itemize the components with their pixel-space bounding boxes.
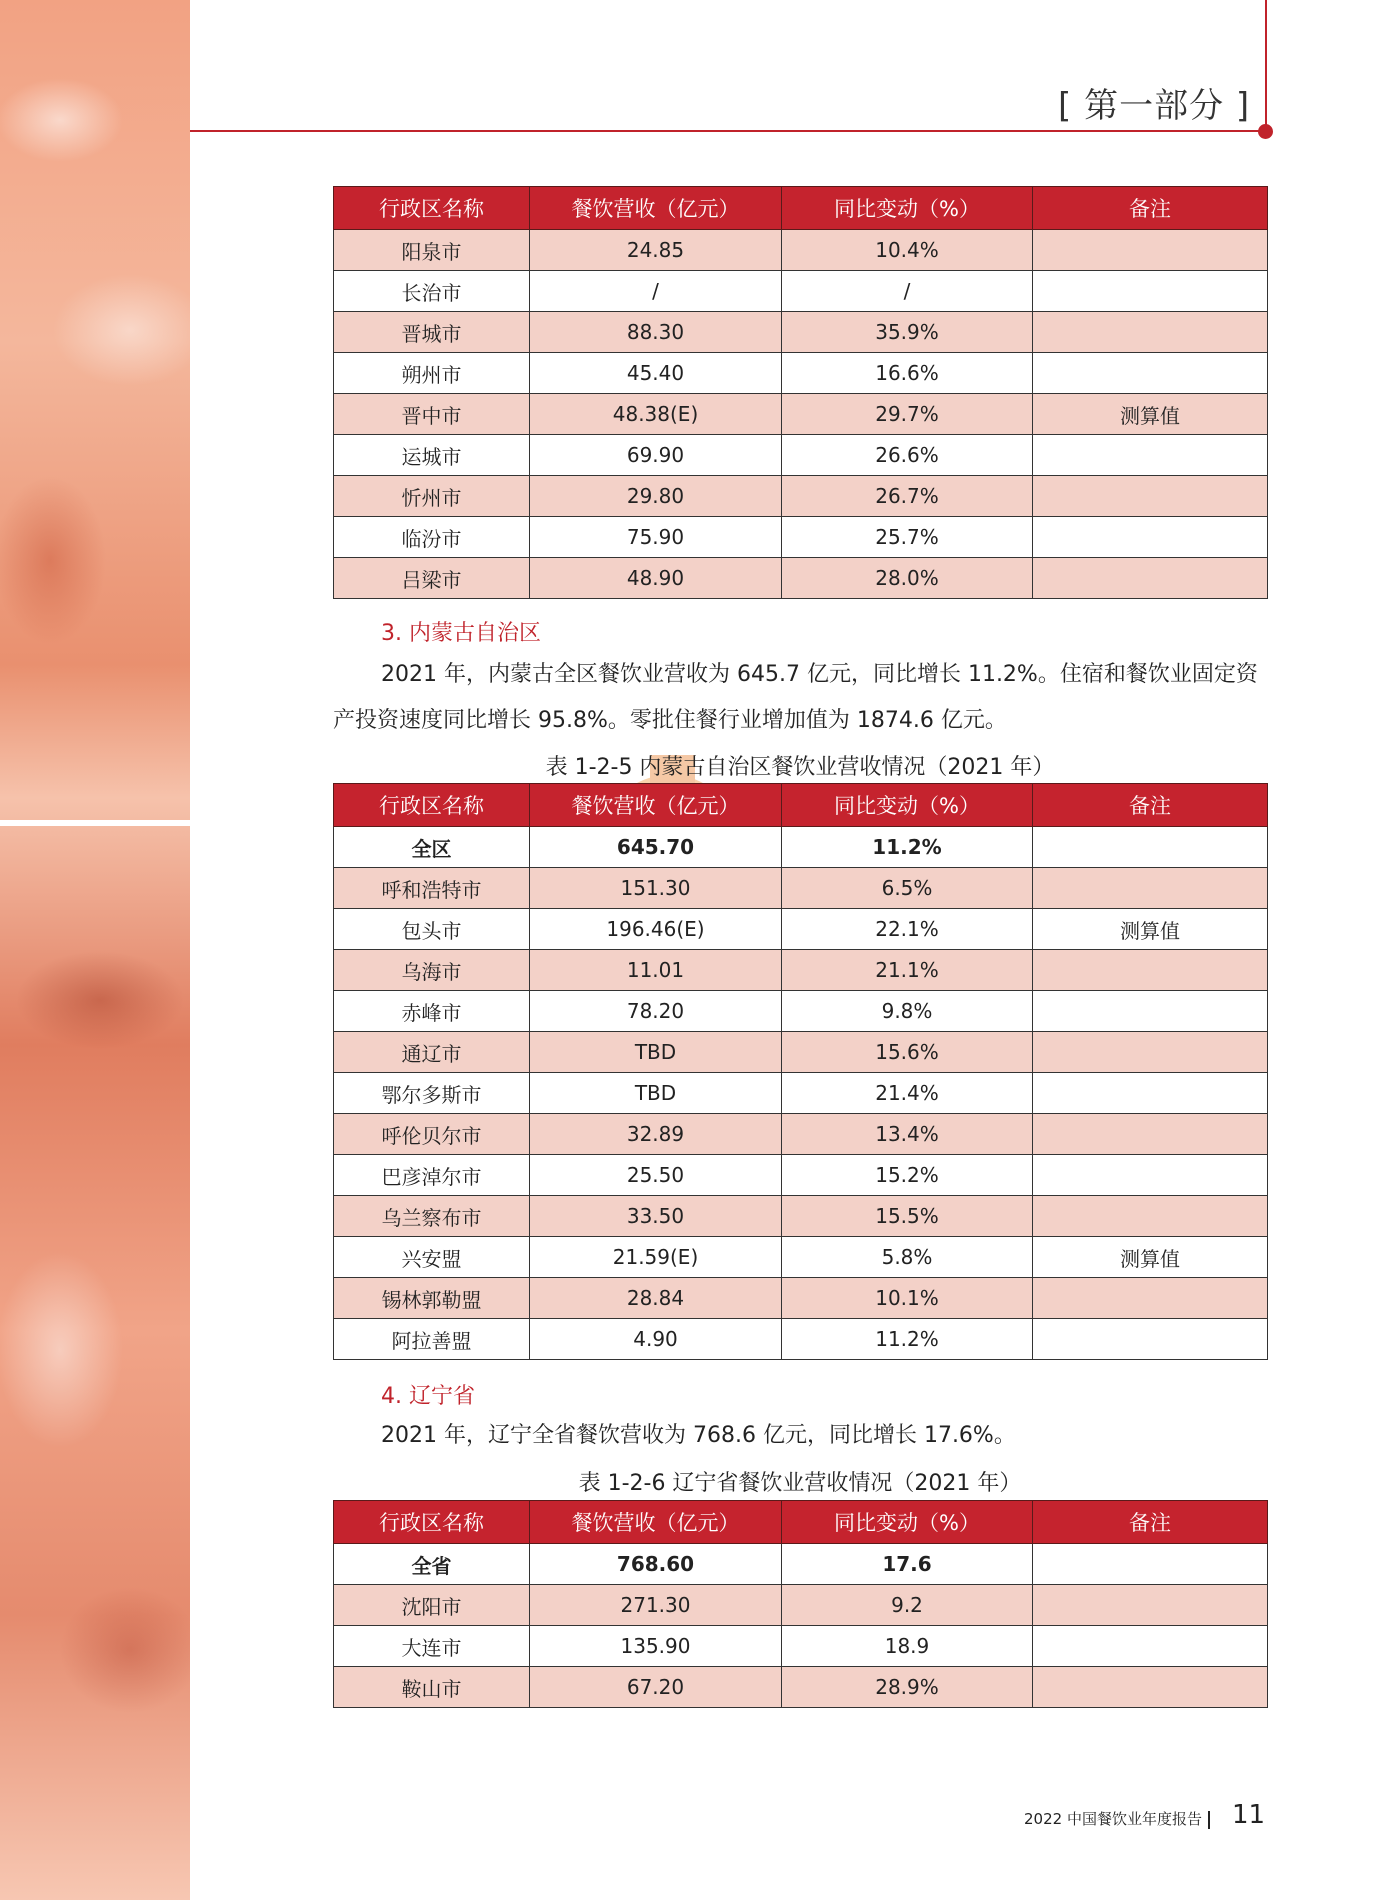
region-name-cell: 兴安盟 [334,1237,530,1278]
remark-cell [1033,1278,1268,1319]
yoy-change-cell: 35.9% [782,312,1033,353]
yoy-change-cell: 10.4% [782,230,1033,271]
region-name-cell: 鄂尔多斯市 [334,1073,530,1114]
region-name-cell: 包头市 [334,909,530,950]
table-caption: 表 1-2-5 内蒙古自治区餐饮业营收情况（2021 年） [545,755,1055,780]
revenue-cell: 45.40 [530,353,782,394]
remark-cell [1033,827,1268,868]
revenue-cell: 69.90 [530,435,782,476]
yoy-change-cell: 16.6% [782,353,1033,394]
revenue-cell: TBD [530,1032,782,1073]
yoy-change-cell: 13.4% [782,1114,1033,1155]
shanxi-revenue-table [333,186,1268,599]
remark-cell [1033,868,1268,909]
remark-cell [1033,517,1268,558]
remark-cell [1033,1196,1268,1237]
table-row [334,1667,1268,1708]
yoy-change-cell: 6.5% [782,868,1033,909]
remark-cell [1033,1667,1268,1708]
column-header: 同比变动（%） [782,784,1033,827]
region-name-cell: 运城市 [334,435,530,476]
yoy-change-cell: 21.4% [782,1073,1033,1114]
region-name-cell: 吕梁市 [334,558,530,599]
revenue-cell: 48.90 [530,558,782,599]
table-row [334,991,1268,1032]
revenue-cell: TBD [530,1073,782,1114]
remark-cell [1033,312,1268,353]
table-row [334,271,1268,312]
yoy-change-cell: 17.6 [782,1544,1033,1585]
column-header: 同比变动（%） [782,1501,1033,1544]
section-tag: [ 第一部分 ] [1058,86,1251,126]
column-header: 备注 [1033,784,1268,827]
yoy-change-cell: 9.2 [782,1585,1033,1626]
inner-mongolia-revenue-table [333,783,1268,1360]
table-row [334,950,1268,991]
region-name-cell: 呼伦贝尔市 [334,1114,530,1155]
column-header: 备注 [1033,1501,1268,1544]
table-header-row [334,784,1268,827]
yoy-change-cell: 26.6% [782,435,1033,476]
region-name-cell: 乌兰察布市 [334,1196,530,1237]
yoy-change-cell: 29.7% [782,394,1033,435]
yoy-change-cell: 5.8% [782,1237,1033,1278]
yoy-change-cell: 21.1% [782,950,1033,991]
footer-report-title: 2022 中国餐饮业年度报告 [1024,1810,1202,1828]
table-row [334,909,1268,950]
region-name-cell: 大连市 [334,1626,530,1667]
table-row [334,1073,1268,1114]
yoy-change-cell: 25.7% [782,517,1033,558]
column-header: 同比变动（%） [782,187,1033,230]
remark-cell [1033,1585,1268,1626]
yoy-change-cell: 22.1% [782,909,1033,950]
table-header-row [334,187,1268,230]
table-row [334,868,1268,909]
remark-cell [1033,1319,1268,1360]
remark-cell [1033,1626,1268,1667]
header-horizontal-rule [190,130,1267,132]
region-name-cell: 晋中市 [334,394,530,435]
revenue-cell: 67.20 [530,1667,782,1708]
table-row [334,312,1268,353]
remark-cell: 测算值 [1033,394,1268,435]
table-row [334,1155,1268,1196]
yoy-change-cell: 28.9% [782,1667,1033,1708]
table-row [334,827,1268,868]
table-row [334,1585,1268,1626]
region-name-cell: 阿拉善盟 [334,1319,530,1360]
table-row [334,517,1268,558]
revenue-cell: 24.85 [530,230,782,271]
table-row [334,230,1268,271]
remark-cell [1033,435,1268,476]
column-header: 餐饮营收（亿元） [530,187,782,230]
footer-separator [1208,1811,1210,1829]
region-name-cell: 阳泉市 [334,230,530,271]
column-header: 备注 [1033,187,1268,230]
table-row [334,476,1268,517]
yoy-change-cell: 11.2% [782,1319,1033,1360]
table-row [334,1278,1268,1319]
revenue-cell: 48.38(E) [530,394,782,435]
revenue-cell: 25.50 [530,1155,782,1196]
decorative-side-image [0,0,190,1900]
header-vertical-rule [1265,0,1267,132]
revenue-cell: 75.90 [530,517,782,558]
yoy-change-cell: 15.2% [782,1155,1033,1196]
region-name-cell: 鞍山市 [334,1667,530,1708]
remark-cell [1033,476,1268,517]
remark-cell [1033,271,1268,312]
region-name-cell: 朔州市 [334,353,530,394]
yoy-change-cell: / [782,271,1033,312]
region-name-cell: 赤峰市 [334,991,530,1032]
liaoning-revenue-table [333,1500,1268,1708]
revenue-cell: 151.30 [530,868,782,909]
yoy-change-cell: 15.5% [782,1196,1033,1237]
column-header: 餐饮营收（亿元） [530,1501,782,1544]
table-row [334,558,1268,599]
table-caption: 表 1-2-6 辽宁省餐饮业营收情况（2021 年） [578,1471,1022,1496]
revenue-cell: 768.60 [530,1544,782,1585]
header-rule-dot [1258,124,1273,139]
table-row [334,1114,1268,1155]
revenue-cell: 28.84 [530,1278,782,1319]
yoy-change-cell: 10.1% [782,1278,1033,1319]
region-name-cell: 晋城市 [334,312,530,353]
table-row [334,435,1268,476]
region-name-cell: 呼和浩特市 [334,868,530,909]
section-heading: 3. 内蒙古自治区 [381,621,541,646]
yoy-change-cell: 26.7% [782,476,1033,517]
column-header: 行政区名称 [334,784,530,827]
remark-cell [1033,1544,1268,1585]
column-header: 行政区名称 [334,1501,530,1544]
table-row [334,1544,1268,1585]
yoy-change-cell: 28.0% [782,558,1033,599]
region-name-cell: 乌海市 [334,950,530,991]
column-header: 行政区名称 [334,187,530,230]
region-name-cell: 临汾市 [334,517,530,558]
revenue-cell: 33.50 [530,1196,782,1237]
table-row [334,1032,1268,1073]
region-name-cell: 全省 [334,1544,530,1585]
revenue-cell: 645.70 [530,827,782,868]
yoy-change-cell: 18.9 [782,1626,1033,1667]
remark-cell [1033,950,1268,991]
column-header: 餐饮营收（亿元） [530,784,782,827]
yoy-change-cell: 11.2% [782,827,1033,868]
table-row [334,1237,1268,1278]
remark-cell: 测算值 [1033,1237,1268,1278]
table-header-row [334,1501,1268,1544]
table-row [334,1626,1268,1667]
remark-cell [1033,230,1268,271]
revenue-cell: 196.46(E) [530,909,782,950]
region-name-cell: 沈阳市 [334,1585,530,1626]
revenue-cell: 88.30 [530,312,782,353]
revenue-cell: 29.80 [530,476,782,517]
region-name-cell: 通辽市 [334,1032,530,1073]
revenue-cell: 11.01 [530,950,782,991]
remark-cell [1033,1114,1268,1155]
revenue-cell: 21.59(E) [530,1237,782,1278]
revenue-cell: 271.30 [530,1585,782,1626]
region-name-cell: 巴彦淖尔市 [334,1155,530,1196]
region-name-cell: 长治市 [334,271,530,312]
remark-cell [1033,558,1268,599]
table-row [334,353,1268,394]
table-row [334,1196,1268,1237]
revenue-cell: 4.90 [530,1319,782,1360]
table-row [334,1319,1268,1360]
region-name-cell: 锡林郭勒盟 [334,1278,530,1319]
section-paragraph: 2021 年，辽宁全省餐饮营收为 768.6 亿元，同比增长 17.6%。 [381,1423,1016,1448]
side-image-divider [0,820,190,826]
region-name-cell: 全区 [334,827,530,868]
revenue-cell: 32.89 [530,1114,782,1155]
yoy-change-cell: 9.8% [782,991,1033,1032]
revenue-cell: 135.90 [530,1626,782,1667]
page-number: 11 [1232,1800,1266,1830]
remark-cell [1033,1155,1268,1196]
yoy-change-cell: 15.6% [782,1032,1033,1073]
section-paragraph: 2021 年，内蒙古全区餐饮业营收为 645.7 亿元，同比增长 11.2%。住宿和餐饮业固定资产投资速度同比增长 95.8%。零批住餐行业增加值为 1874.6 亿元。 [333,662,1258,733]
revenue-cell: 78.20 [530,991,782,1032]
remark-cell [1033,1032,1268,1073]
remark-cell [1033,1073,1268,1114]
section-heading: 4. 辽宁省 [381,1384,475,1409]
remark-cell: 测算值 [1033,909,1268,950]
table-row [334,394,1268,435]
remark-cell [1033,991,1268,1032]
revenue-cell: / [530,271,782,312]
remark-cell [1033,353,1268,394]
region-name-cell: 忻州市 [334,476,530,517]
